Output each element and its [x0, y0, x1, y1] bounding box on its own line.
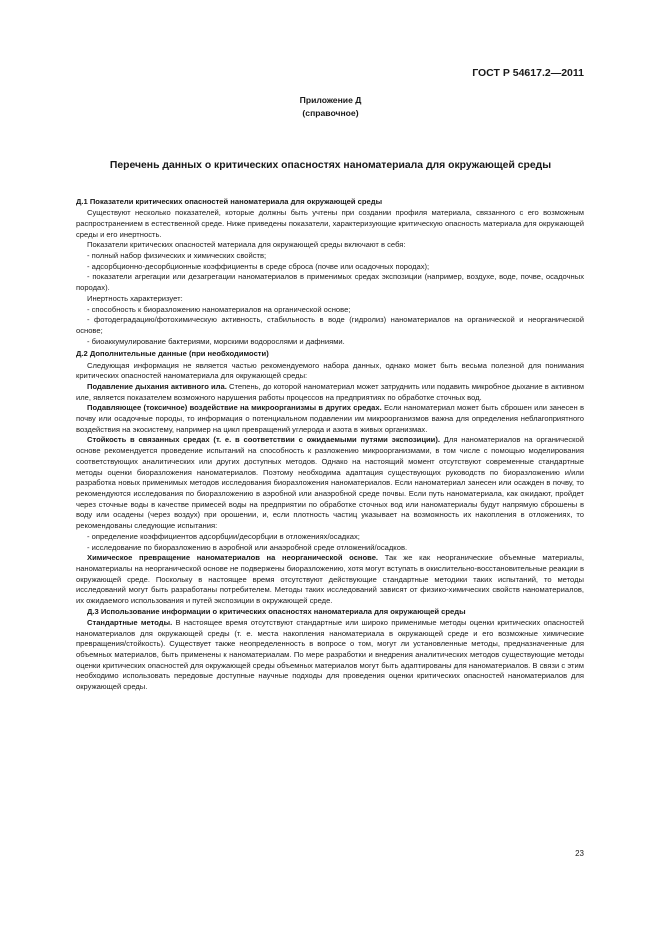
paragraph: Следующая информация не является частью рекомендуемого набора данных, однако может быть весьма полезной для понимания критических опасностей наноматериала для окружающей среды:: [76, 360, 584, 381]
paragraph-lead: Подавление дыхания активного ила.: [87, 381, 227, 391]
section-heading-d2: Д.2 Дополнительные данные (при необходимости): [76, 348, 269, 358]
annex-title: Приложение Д: [299, 95, 362, 105]
paragraph-text: Если наноматериал может быть сброшен или занесен в почву или осадочные породы, то информация о потенциальном подавлении им микроорганизмов важна для определения неблагоприятного воздействия на экосистему, например на цикл превращений углерода и азота в живых организмах.: [76, 403, 584, 434]
paragraph-lead: Стандартные методы.: [87, 617, 173, 627]
paragraph-lead: Подавляющее (токсичное) воздействие на микроорганизмы в других средах.: [87, 403, 382, 413]
document-body: [76, 195, 584, 693]
list-item: - способность к биоразложению наноматериалов на органической основе;: [87, 304, 351, 314]
document-title: Перечень данных о критических опасностях наноматериала для окружающей среды: [109, 160, 552, 171]
paragraph-text: Для наноматериалов на органической основе рекомендуется проведение испытаний на способность к разложению микроорганизмами, в том числе с помощью моделирования соответствующих аналитических или других доступных методов. Однако на настоящий момент отсутствуют современные стандартные методы оценки биоразложения наноматериалов. Поэтому необходима адаптация существующих руководств по биоразложению и/или разработка новых применимых методов исследования биоразложения наноматериалов. Если наноматериал занесен или осажден в почву, то рекомендуются исследования по биоразложению в аэробной или анаэробной среде почвы. Если путь наноматериала, как ожидают, пройдет через сточные воды в качестве примесей воды на предприятии по обработке сточных вод или наноматериалы будут напрямую сброшены в воду или осадены (через воздух) при орошении, и, если плотность частиц указывает на возможность их накопления в отложениях, то рекомендованы следующие испытания:: [76, 435, 584, 531]
annex-type: (справочное): [302, 108, 359, 118]
list-item: - адсорбционно-десорбционные коэффициенты в среде сброса (почве или осадочных породах);: [87, 261, 430, 271]
paragraph: Существуют несколько показателей, которые должны быть учтены при создании профиля материала, связанного с его возможным распространением в естественной среде. Ниже приведены показатели, характеризующие критическую опасность материала для окружающей среды и его инертность.: [76, 208, 584, 239]
list-item: - исследование по биоразложению в аэробной или анаэробной среде отложений/осадков.: [87, 542, 408, 552]
section-heading-d1: Д.1 Показатели критических опасностей наноматериала для окружающей среды: [76, 196, 383, 206]
standard-designation: ГОСТ Р 54617.2—2011: [472, 67, 584, 79]
paragraph: [76, 403, 584, 435]
list-item: - показатели агрегации или дезагрегации наноматериалов в применимых средах экспозиции (например, воздухе, воде, почве, осадочных породах).: [76, 272, 584, 293]
paragraph: [76, 382, 584, 403]
paragraph-lead: Химическое превращение наноматериалов на неорганической основе.: [87, 553, 379, 563]
list-item: - фотодеградацию/фотохимическую активность, стабильность в воде (гидролиз) наноматериалов на органической и неорганической основе;: [76, 315, 584, 335]
section-heading-d3: Д.3 Использование информации о критических опасностях наноматериала для окружающей среды: [87, 607, 466, 617]
paragraph-lead: Стойкость в связанных средах (т. е. в соответствии с ожидаемыми путями экспозиции).: [87, 435, 440, 445]
list-item: - полный набор физических и химических свойств;: [87, 251, 267, 261]
paragraph-text: Так же как неорганические объемные материалы, наноматериалы на неорганической основе не подвержены биоразложению, хотя могут вступать в окислительно-восстановительные реакции в окружающей среде. Поскольку в настоящее время отсутствуют действующие стандартные методики таких испытаний, то методы исследований могут быть разработаны потребителем. Методы таких исследований зависят от физико-химических свойств наноматериалов, их ожидаемого использования и путей экспозиции в окружающей среде.: [76, 553, 584, 606]
paragraph: Показатели критических опасностей материала для окружающей среды включают в себя:: [87, 240, 406, 250]
paragraph: Инертность характеризует:: [87, 293, 183, 303]
list-item: - определение коэффициентов адсорбции/десорбции в отложениях/осадках;: [87, 531, 360, 541]
paragraph-text: В настоящее время отсутствуют стандартные или широко применимые методы оценки критических опасностей наноматериалов для окружающей среды (т. е. места накопления наноматериала в окружающей среде и его возможные химические превращения/стойкость). Существует также неопределенность в вопросе о том, могут ли установленные методы, предназначенные для объемных материалов, быть применены к наноматериалам. По мере разработки и внедрения аналитических методов существующие методы оценки критических опасностей для окружающей среды объемных материалов могут быть адаптированы для наноматериалов. В связи с этим необходимо использовать передовые доступные научные подходы для проведения оценки критических опасностей наноматериалов для окружающей среды.: [76, 617, 584, 692]
paragraph: [76, 618, 584, 693]
list-item: - биоаккумулирование бактериями, морскими водорослями и дафниями.: [87, 336, 345, 346]
paragraph: [76, 553, 584, 607]
paragraph: [76, 435, 584, 531]
paragraph-text: Степень, до которой наноматериал может затруднить или подавить микробное дыхание в активном иле, является показателем возможного нарушения работы процессов на предприятиях по обработке сточных вод.: [76, 381, 584, 402]
page-number: 23: [575, 849, 584, 858]
